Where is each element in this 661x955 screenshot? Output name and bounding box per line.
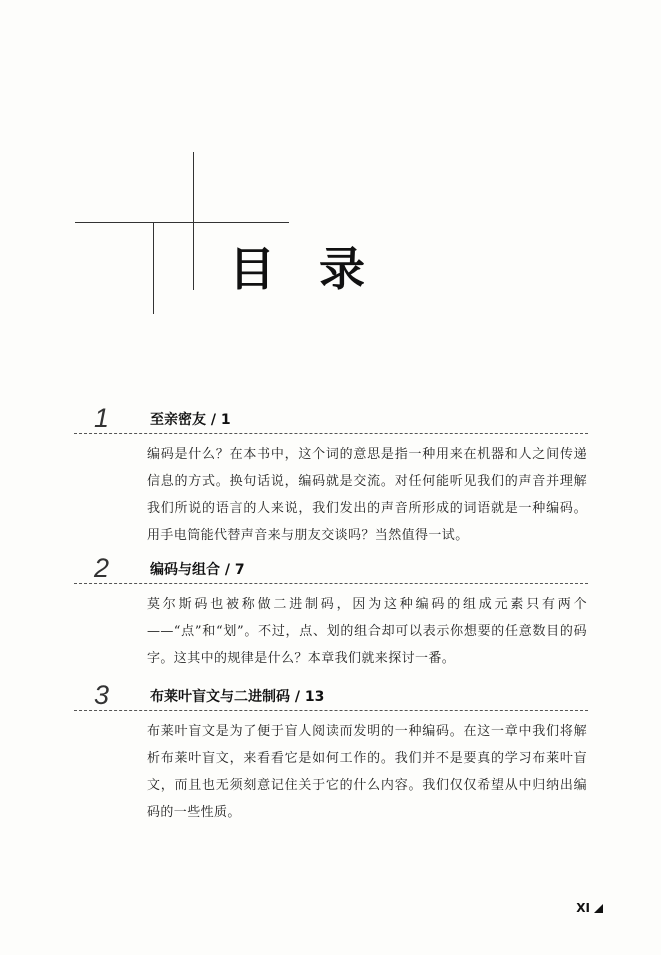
page-folio — [576, 901, 603, 915]
chapter-title-link[interactable]: 至亲密友 / 1 — [150, 412, 231, 428]
chapter-title-link[interactable]: 编码与组合 / 7 — [150, 562, 245, 578]
page-title: 目录 — [229, 242, 409, 296]
triangle-icon — [594, 904, 603, 913]
chapter-summary: 编码是什么？在本书中，这个词的意思是指一种用来在机器和人之间传递信息的方式。换句话说，编码就是交流。对任何能听见我们的声音并理解我们所说的语言的人来说，我们发出的声音所形成的词语就是一种编码。用手电筒能代替声音来与朋友交谈吗？当然值得一试。 — [147, 447, 587, 543]
chapter-divider — [74, 433, 588, 434]
decor-vertical-line-tall — [193, 152, 194, 290]
folio-number: XI — [576, 901, 590, 915]
chapter-number: 1 — [94, 403, 110, 433]
chapter-number: 3 — [94, 680, 110, 710]
decor-vertical-line-short — [153, 222, 154, 314]
chapter-summary: 莫尔斯码也被称做二进制码，因为这种编码的组成元素只有两个——“点”和“划”。不过，点、划的组合却可以表示你想要的任意数目的码字。这其中的规律是什么？本章我们就来探讨一番。 — [147, 597, 587, 666]
chapter-number: 2 — [94, 553, 110, 583]
chapter-title-link[interactable]: 布莱叶盲文与二进制码 / 13 — [150, 689, 325, 705]
decor-horizontal-line — [75, 222, 289, 223]
chapter-divider — [74, 710, 588, 711]
chapter-summary: 布莱叶盲文是为了便于盲人阅读而发明的一种编码。在这一章中我们将解析布莱叶盲文，来看看它是如何工作的。我们并不是要真的学习布莱叶盲文，而且也无须刻意记住关于它的什么内容。我们仅仅希望从中归纳出编码的一些性质。 — [147, 724, 587, 820]
chapter-divider — [74, 583, 588, 584]
